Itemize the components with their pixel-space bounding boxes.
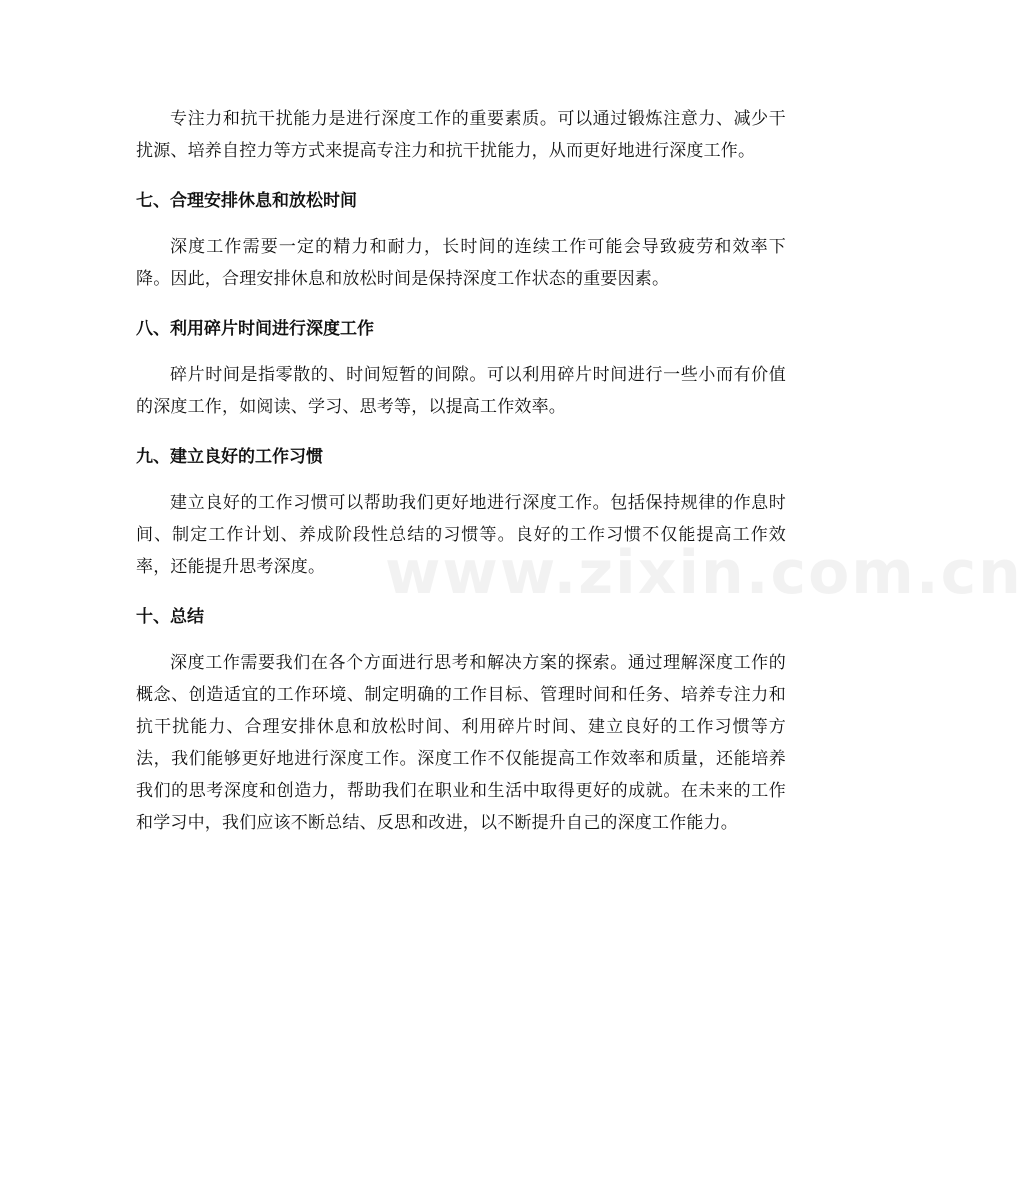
- section-body-9: 建立良好的工作习惯可以帮助我们更好地进行深度工作。包括保持规律的作息时间、制定工作计划、养成阶段性总结的习惯等。良好的工作习惯不仅能提高工作效率，还能提升思考深度。: [136, 493, 786, 577]
- section-body-8: 碎片时间是指零散的、时间短暂的间隙。可以利用碎片时间进行一些小而有价值的深度工作，如阅读、学习、思考等，以提高工作效率。: [136, 365, 786, 417]
- section-heading-9: 九、建立良好的工作习惯: [136, 447, 323, 467]
- intro-paragraph: 专注力和抗干扰能力是进行深度工作的重要素质。可以通过锻炼注意力、减少干扰源、培养自控力等方式来提高专注力和抗干扰能力，从而更好地进行深度工作。: [136, 109, 786, 161]
- section-heading-7: 七、合理安排休息和放松时间: [136, 191, 357, 211]
- section-body-7: 深度工作需要一定的精力和耐力，长时间的连续工作可能会导致疲劳和效率下降。因此，合理安排休息和放松时间是保持深度工作状态的重要因素。: [136, 237, 786, 289]
- section-body-10: 深度工作需要我们在各个方面进行思考和解决方案的探索。通过理解深度工作的概念、创造适宜的工作环境、制定明确的工作目标、管理时间和任务、培养专注力和抗干扰能力、合理安排休息和放松时间、利用碎片时间、建立良好的工作习惯等方法，我们能够更好地进行深度工作。深度工作不仅能提高工作效率和质量，还能培养我们的思考深度和创造力，帮助我们在职业和生活中取得更好的成就。在未来的工作和学习中，我们应该不断总结、反思和改进，以不断提升自己的深度工作能力。: [136, 653, 786, 833]
- document-body: [136, 103, 786, 839]
- section-heading-8: 八、利用碎片时间进行深度工作: [136, 319, 374, 339]
- section-heading-10: 十、总结: [136, 607, 204, 627]
- watermark: www.zixin.com.cn: [385, 538, 1023, 608]
